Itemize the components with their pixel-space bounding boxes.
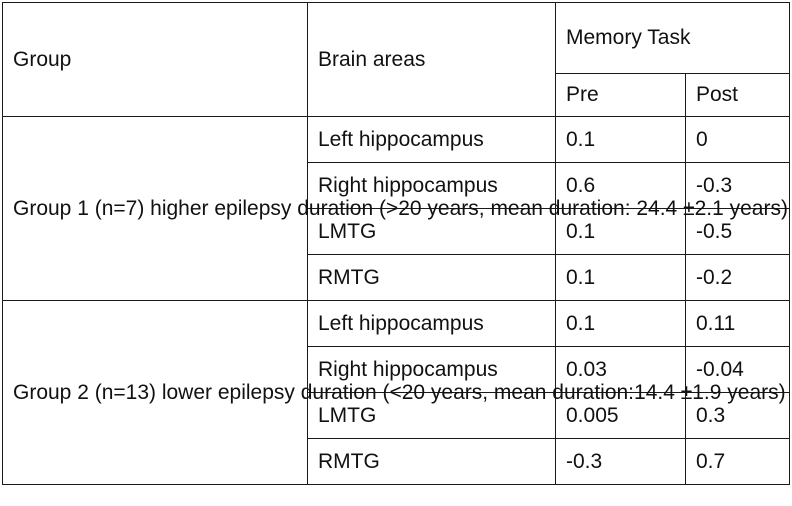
post-value-cell: -0.3 [686, 163, 790, 209]
pre-value-cell: -0.3 [556, 439, 686, 485]
pre-value-cell: 0.1 [556, 117, 686, 163]
pre-value-cell: 0.005 [556, 393, 686, 439]
memory-task-table [2, 2, 790, 485]
post-value-cell: 0.7 [686, 439, 790, 485]
header-post: Post [686, 74, 790, 117]
header-memory-task: Memory Task [556, 3, 790, 74]
post-value-cell: -0.04 [686, 347, 790, 393]
group-1-label: Group 1 (n=7) higher epilepsy duration (>20 years, mean duration: 24.4 ±2.1 years) [3, 117, 308, 301]
post-value-cell: -0.2 [686, 255, 790, 301]
post-value-cell: 0.3 [686, 393, 790, 439]
brain-area-cell: Right hippocampus [308, 347, 556, 393]
pre-value-cell: 0.6 [556, 163, 686, 209]
header-group: Group [3, 3, 308, 117]
brain-area-cell: RMTG [308, 255, 556, 301]
pre-value-cell: 0.1 [556, 209, 686, 255]
group-2-label: Group 2 (n=13) lower epilepsy duration (<20 years, mean duration:14.4 ±1.9 years) [3, 301, 308, 485]
header-pre: Pre [556, 74, 686, 117]
pre-value-cell: 0.03 [556, 347, 686, 393]
header-brain-areas: Brain areas [308, 3, 556, 117]
post-value-cell: 0 [686, 117, 790, 163]
table-row [3, 301, 790, 347]
post-value-cell: 0.11 [686, 301, 790, 347]
pre-value-cell: 0.1 [556, 301, 686, 347]
brain-area-cell: Left hippocampus [308, 301, 556, 347]
post-value-cell: -0.5 [686, 209, 790, 255]
brain-area-cell: RMTG [308, 439, 556, 485]
brain-area-cell: Right hippocampus [308, 163, 556, 209]
header-row [3, 3, 790, 74]
brain-area-cell: Left hippocampus [308, 117, 556, 163]
table-row [3, 117, 790, 163]
brain-area-cell: LMTG [308, 393, 556, 439]
pre-value-cell: 0.1 [556, 255, 686, 301]
brain-area-cell: LMTG [308, 209, 556, 255]
